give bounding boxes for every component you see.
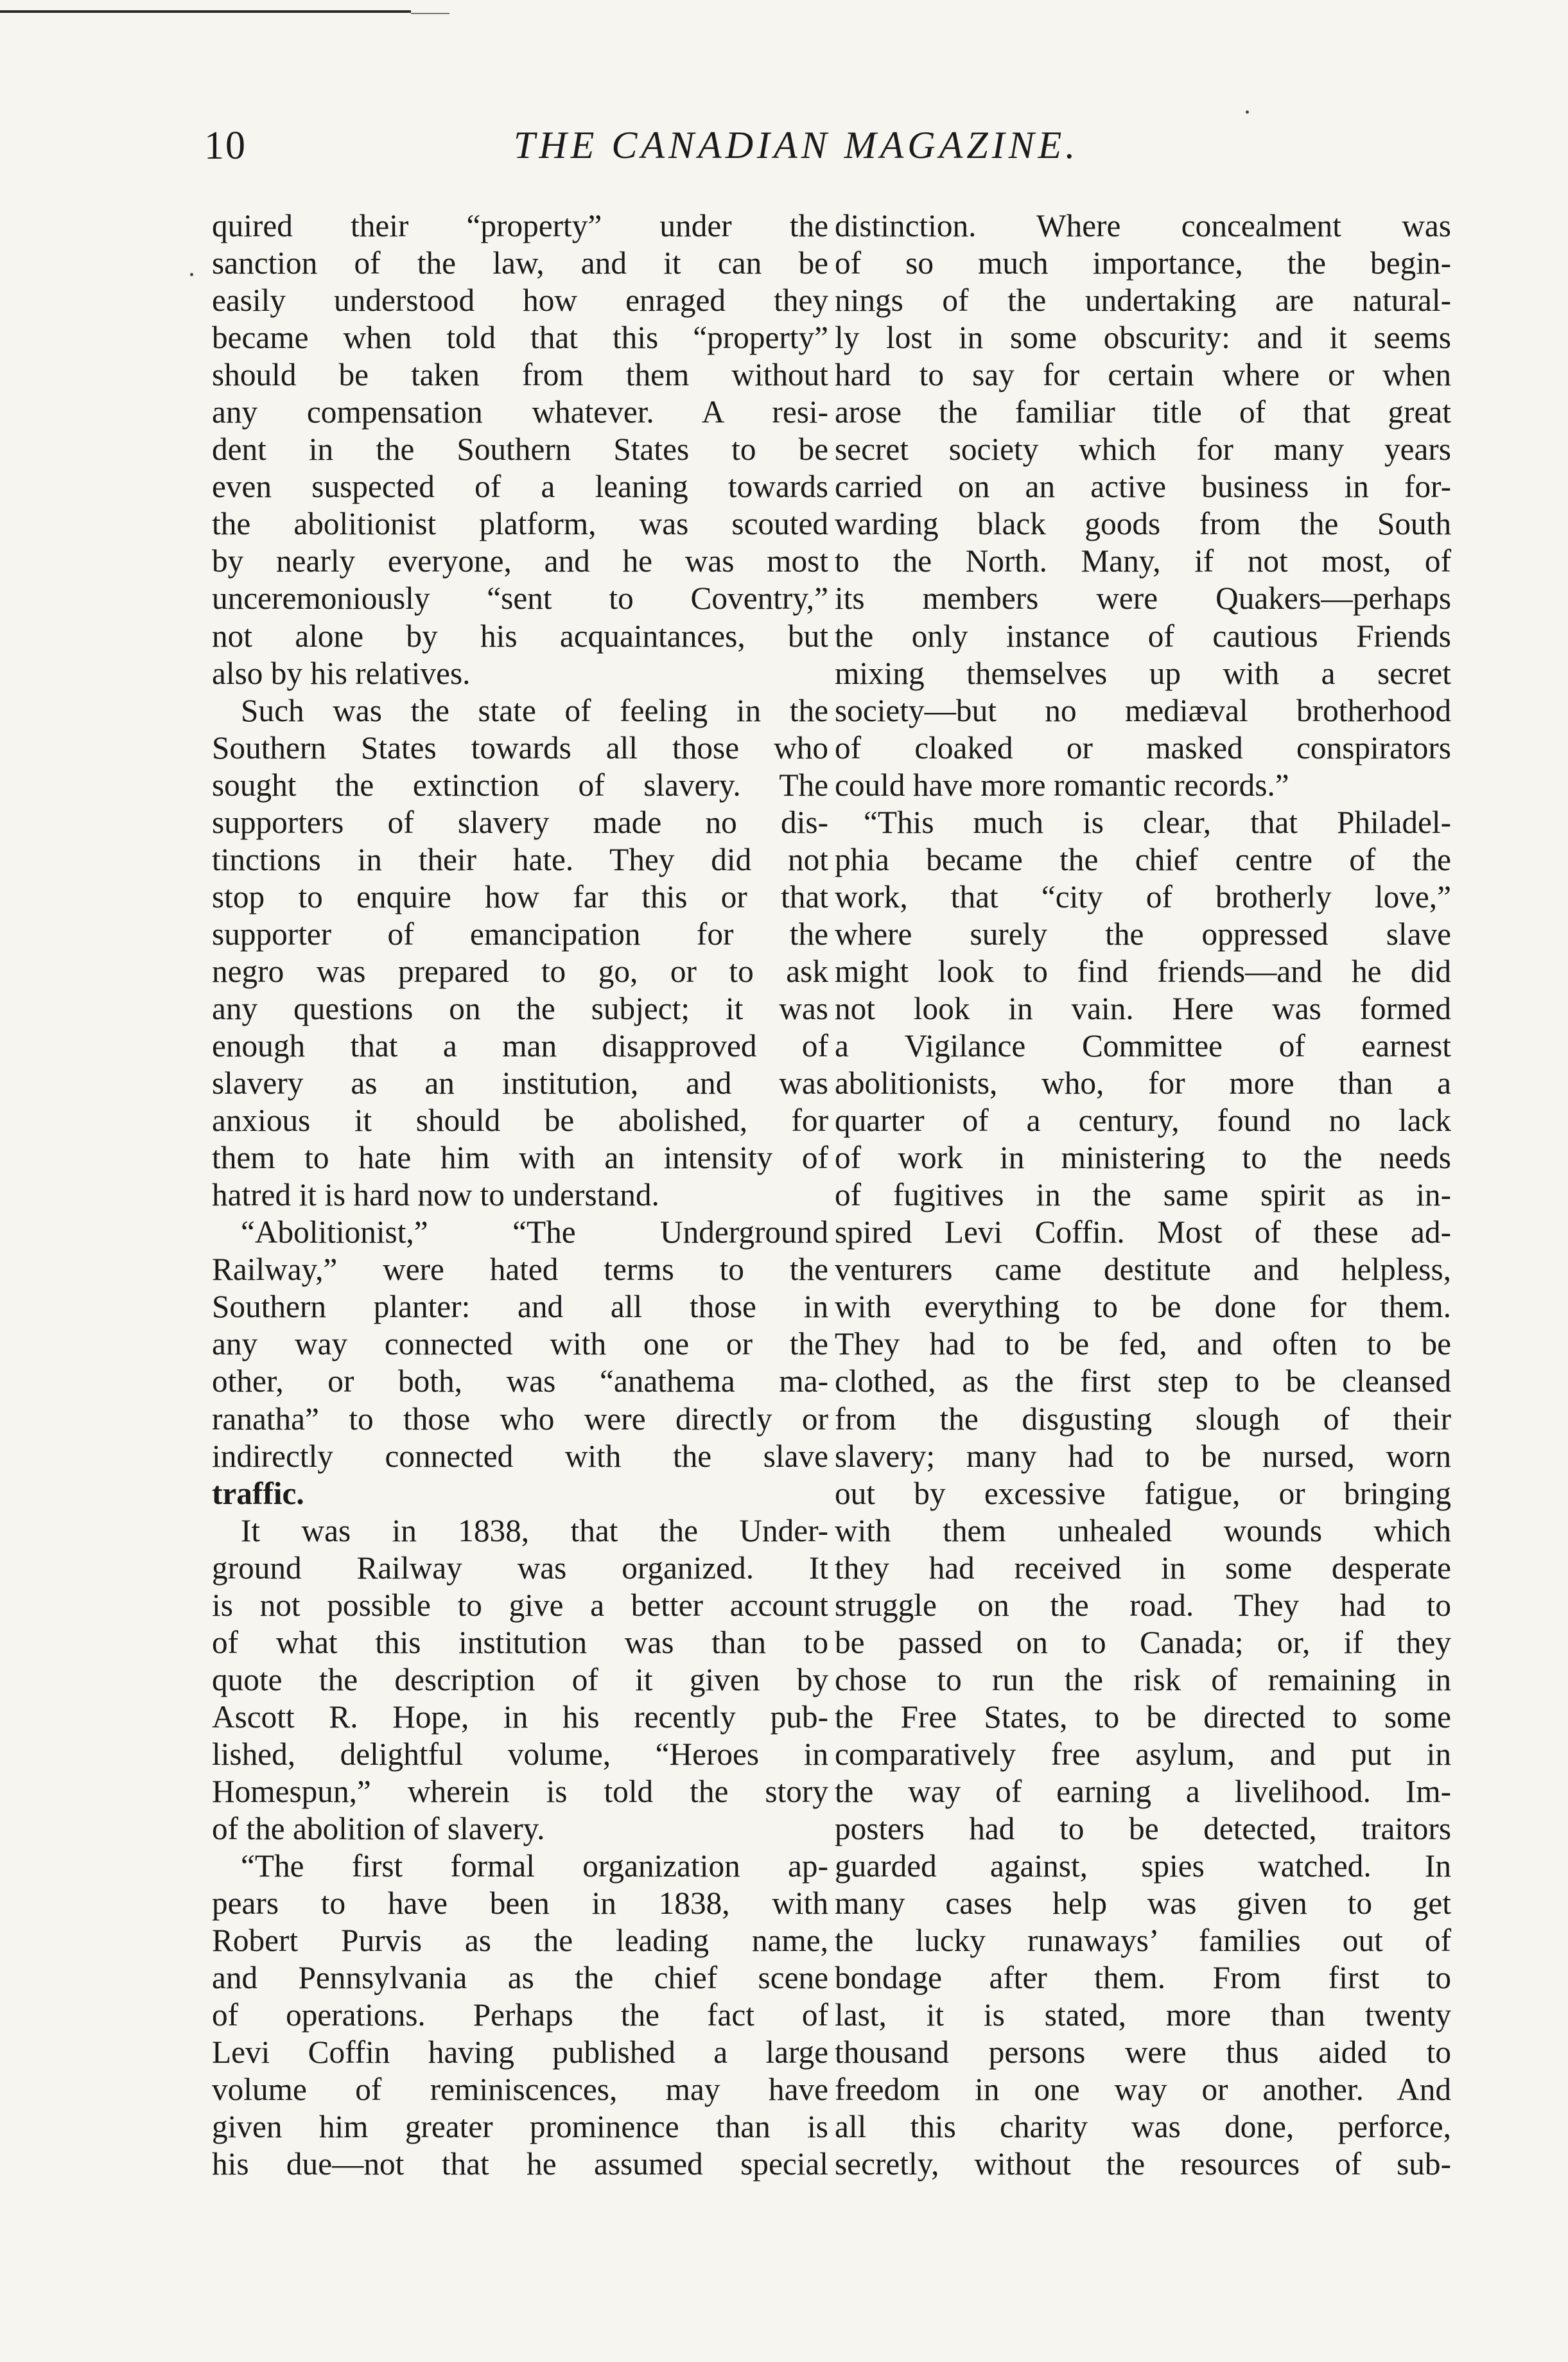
text-line: to the North. Many, if not most, of (835, 543, 1451, 579)
text-line: other, or both, was “anathema ma- (212, 1363, 828, 1399)
text-line: the Free States, to be directed to some (835, 1699, 1451, 1735)
text-line: and Pennsylvania as the chief scene (212, 1960, 828, 1996)
text-line: traffic. (212, 1475, 304, 1511)
text-line: clothed, as the first step to be cleansed (835, 1363, 1451, 1399)
text-line: the lucky runaways’ families out of (835, 1923, 1451, 1959)
text-line: of fugitives in the same spirit as in- (835, 1177, 1451, 1213)
text-line: from the disgusting slough of their (835, 1401, 1451, 1437)
text-line: is not possible to give a better account (212, 1587, 828, 1623)
text-line: volume of reminiscences, may have (212, 2072, 828, 2108)
right-text-column (835, 207, 1451, 2183)
text-line: tinctions in their hate. They did not (212, 841, 828, 877)
text-line: quote the description of it given by (212, 1661, 828, 1697)
text-line: nings of the undertaking are natural- (835, 283, 1451, 319)
text-line: slavery as an institution, and was (212, 1065, 828, 1101)
text-line: should be taken from them without (212, 357, 828, 393)
text-line: of cloaked or masked conspirators (835, 730, 1451, 765)
text-line: not alone by his acquaintances, but (212, 618, 828, 654)
text-line: of operations. Perhaps the fact of (212, 1997, 828, 2033)
text-line: arose the familiar title of that great (835, 394, 1451, 430)
text-line: They had to be fed, and often to be (835, 1326, 1451, 1362)
text-line: ground Railway was organized. It (212, 1550, 828, 1586)
text-line: bondage after them. From first to (835, 1960, 1451, 1996)
text-line: guarded against, spies watched. In (835, 1848, 1451, 1884)
text-line: secret society which for many years (835, 432, 1451, 468)
text-line: enough that a man disapproved of (212, 1028, 828, 1064)
text-line: “This much is clear, that Philadel- (864, 804, 1451, 840)
text-line: society—but no mediæval brotherhood (835, 692, 1451, 728)
text-line: hard to say for certain where or when (835, 357, 1451, 393)
text-line: comparatively free asylum, and put in (835, 1736, 1451, 1772)
text-line: of work in ministering to the needs (835, 1140, 1451, 1176)
text-line: Such was the state of feeling in the (241, 692, 828, 728)
text-line: its members were Quakers—perhaps (835, 581, 1451, 617)
text-line: easily understood how enraged they (212, 283, 828, 319)
text-line: with everything to be done for them. (835, 1289, 1451, 1325)
print-speck (190, 273, 193, 276)
text-line: them to hate him with an intensity of (212, 1140, 828, 1176)
text-line: dent in the Southern States to be (212, 432, 828, 468)
text-line: last, it is stated, more than twenty (835, 1997, 1451, 2033)
text-line: distinction. Where concealment was (835, 208, 1451, 243)
text-line: his due—not that he assumed special (212, 2146, 828, 2182)
text-line: “Abolitionist,” “The Underground (241, 1214, 828, 1250)
text-line: warding black goods from the South (835, 506, 1451, 542)
text-line: quarter of a century, found no lack (835, 1103, 1451, 1139)
text-line: any compensation whatever. A resi- (212, 394, 828, 430)
text-line: abolitionists, who, for more than a (835, 1065, 1451, 1101)
text-line: Levi Coffin having published a large (212, 2034, 828, 2070)
text-line: a Vigilance Committee of earnest (835, 1028, 1451, 1064)
text-line: out by excessive fatigue, or bringing (835, 1475, 1451, 1511)
text-line: spired Levi Coffin. Most of these ad- (835, 1214, 1451, 1250)
text-line: freedom in one way or another. And (835, 2072, 1451, 2108)
text-line: negro was prepared to go, or to ask (212, 953, 828, 989)
top-rule (0, 10, 411, 13)
text-line: pears to have been in 1838, with (212, 1885, 828, 1921)
text-line: might look to find friends—and he did (835, 953, 1451, 989)
text-line: Homespun,” wherein is told the story (212, 1773, 828, 1809)
text-line: lished, delightful volume, “Heroes in (212, 1736, 828, 1772)
text-line: also by his relatives. (212, 655, 471, 691)
text-line: Southern planter: and all those in (212, 1289, 828, 1325)
text-line: ranatha” to those who were directly or (212, 1401, 828, 1437)
text-line: be passed on to Canada; or, if they (835, 1624, 1451, 1660)
text-line: unceremoniously “sent to Coventry,” (212, 581, 828, 617)
text-line: venturers came destitute and helpless, (835, 1252, 1451, 1288)
text-line: “The first formal organization ap- (241, 1848, 828, 1884)
text-line: slavery; many had to be nursed, worn (835, 1438, 1451, 1474)
left-text-column (212, 207, 828, 2183)
text-line: even suspected of a leaning towards (212, 469, 828, 505)
text-line: any questions on the subject; it was (212, 990, 828, 1026)
text-line: supporter of emancipation for the (212, 916, 828, 952)
text-line: of the abolition of slavery. (212, 1811, 545, 1847)
text-line: Southern States towards all those who (212, 730, 828, 765)
text-line: work, that “city of brotherly love,” (835, 879, 1451, 914)
page-number: 10 (204, 124, 247, 168)
text-line: struggle on the road. They had to (835, 1587, 1451, 1623)
text-line: by nearly everyone, and he was most (212, 543, 828, 579)
text-line: carried on an active business in for- (835, 469, 1451, 505)
text-line: sanction of the law, and it can be (212, 245, 828, 281)
text-line: of so much importance, the begin- (835, 245, 1451, 281)
text-line: with them unhealed wounds which (835, 1512, 1451, 1548)
text-line: many cases help was given to get (835, 1885, 1451, 1921)
text-line: given him greater prominence than is (212, 2109, 828, 2145)
text-line: posters had to be detected, traitors (835, 1811, 1451, 1847)
text-line: indirectly connected with the slave (212, 1438, 828, 1474)
text-line: secretly, without the resources of sub- (835, 2146, 1451, 2182)
text-line: Ascott R. Hope, in his recently pub- (212, 1699, 828, 1735)
text-line: could have more romantic records.” (835, 767, 1289, 803)
text-line: of what this institution was than to (212, 1624, 828, 1660)
text-line: quired their “property” under the (212, 208, 828, 243)
text-line: where surely the oppressed slave (835, 916, 1451, 952)
text-line: became when told that this “property” (212, 320, 828, 356)
text-line: hatred it is hard now to understand. (212, 1177, 659, 1213)
text-line: they had received in some desperate (835, 1550, 1451, 1586)
text-line: thousand persons were thus aided to (835, 2034, 1451, 2070)
print-speck (1246, 110, 1249, 114)
text-line: any way connected with one or the (212, 1326, 828, 1362)
text-line: Robert Purvis as the leading name, (212, 1923, 828, 1959)
top-rule-tail (411, 13, 449, 14)
text-line: chose to run the risk of remaining in (835, 1661, 1451, 1697)
text-line: Railway,” were hated terms to the (212, 1252, 828, 1288)
running-title: THE CANADIAN MAGAZINE. (514, 124, 1079, 166)
text-line: the abolitionist platform, was scouted (212, 506, 828, 542)
text-line: not look in vain. Here was formed (835, 990, 1451, 1026)
text-line: It was in 1838, that the Under- (241, 1512, 828, 1548)
text-line: supporters of slavery made no dis- (212, 804, 828, 840)
text-line: anxious it should be abolished, for (212, 1103, 828, 1139)
text-line: sought the extinction of slavery. The (212, 767, 828, 803)
text-line: stop to enquire how far this or that (212, 879, 828, 914)
text-line: mixing themselves up with a secret (835, 655, 1451, 691)
text-line: phia became the chief centre of the (835, 841, 1451, 877)
text-line: the only instance of cautious Friends (835, 618, 1451, 654)
text-line: all this charity was done, perforce, (835, 2109, 1451, 2145)
text-line: ly lost in some obscurity: and it seems (835, 320, 1451, 356)
text-line: the way of earning a livelihood. Im- (835, 1773, 1451, 1809)
